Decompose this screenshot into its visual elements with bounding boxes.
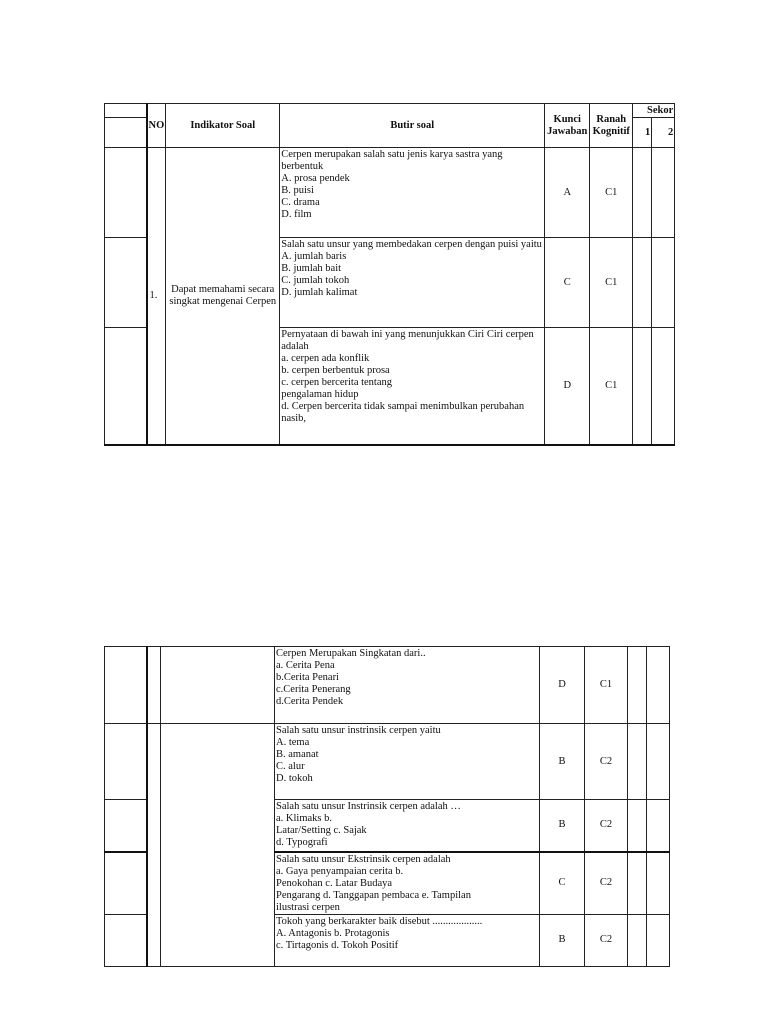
question-text: Salah satu unsur Ekstrinsik cerpen adalah a. Gaya penyampaian cerita b. Penokohan c. Latar Budaya Pengarang d. Tanggapan pembaca e. Tampilan ilustrasi cerpen xyxy=(275,852,540,915)
blank-cell xyxy=(105,148,147,238)
cognitive-level: C2 xyxy=(585,914,628,966)
score-cell-2 xyxy=(647,852,670,915)
answer-key: D xyxy=(540,647,585,724)
cognitive-level: C1 xyxy=(585,647,628,724)
score-cell-2 xyxy=(652,148,675,238)
answer-key: C xyxy=(545,238,590,328)
cognitive-level: C1 xyxy=(590,238,633,328)
table-row xyxy=(105,647,670,724)
cognitive-level: C2 xyxy=(585,800,628,852)
table-row xyxy=(105,724,670,800)
score-cell-1 xyxy=(628,914,647,966)
score-cell-1 xyxy=(628,800,647,852)
cognitive-level: C1 xyxy=(590,328,633,445)
header-blank-cell-2 xyxy=(105,118,147,148)
blank-cell xyxy=(105,647,147,724)
score-cell-2 xyxy=(647,647,670,724)
blank-cell xyxy=(105,328,147,445)
answer-key: B xyxy=(540,800,585,852)
header-ranah: Ranah Kognitif xyxy=(590,104,633,148)
indikator-cell xyxy=(161,647,275,724)
score-cell-1 xyxy=(633,148,652,238)
score-cell-1 xyxy=(628,852,647,915)
cognitive-level: C1 xyxy=(590,148,633,238)
score-cell-1 xyxy=(628,724,647,800)
score-cell-1 xyxy=(633,328,652,445)
question-number: 1. xyxy=(147,148,166,445)
question-table-2 xyxy=(104,646,670,967)
header-blank-cell xyxy=(105,104,147,118)
header-skor-1: 1 xyxy=(633,118,652,148)
score-cell-2 xyxy=(652,238,675,328)
answer-key: D xyxy=(545,328,590,445)
blank-cell xyxy=(105,800,147,852)
question-text: Salah satu unsur Instrinsik cerpen adalah … a. Klimaks b. Latar/Setting c. Sajak d. Typografi xyxy=(275,800,540,852)
blank-cell xyxy=(105,914,147,966)
cognitive-level: C2 xyxy=(585,852,628,915)
question-text: Salah satu unsur instrinsik cerpen yaitu A. tema B. amanat C. alur D. tokoh xyxy=(275,724,540,800)
blank-cell xyxy=(105,724,147,800)
score-cell-1 xyxy=(628,647,647,724)
answer-key: C xyxy=(540,852,585,915)
table-row xyxy=(105,148,675,238)
header-butir: Butir soal xyxy=(280,104,545,148)
score-cell-2 xyxy=(652,328,675,445)
header-indikator: Indikator Soal xyxy=(166,104,280,148)
indikator-cell xyxy=(161,724,275,967)
question-text: Cerpen Merupakan Singkatan dari.. a. Cerita Pena b.Cerita Penari c.Cerita Penerang d.Cerita Pendek xyxy=(275,647,540,724)
cognitive-level: C2 xyxy=(585,724,628,800)
number-cell xyxy=(147,647,161,724)
indikator-text: Dapat memahami secara singkat mengenai Cerpen xyxy=(166,148,280,445)
score-cell-2 xyxy=(647,914,670,966)
question-text: Pernyataan di bawah ini yang menunjukkan Ciri Ciri cerpen adalah a. cerpen ada konflik b. cerpen berbentuk prosa c. cerpen bercerita tentang pengalaman hidup d. Cerpen bercerita tidak sampai menimbulkan perubahan nasib, xyxy=(280,328,545,445)
header-kunci: Kunci Jawaban xyxy=(545,104,590,148)
question-text: Salah satu unsur yang membedakan cerpen dengan puisi yaitu A. jumlah baris B. jumlah bait C. jumlah tokoh D. jumlah kalimat xyxy=(280,238,545,328)
question-text: Tokoh yang berkarakter baik disebut ................... A. Antagonis b. Protagonis c. Tirtagonis d. Tokoh Positif xyxy=(275,914,540,966)
question-text: Cerpen merupakan salah satu jenis karya sastra yang berbentuk A. prosa pendek B. puisi C. drama D. film xyxy=(280,148,545,238)
number-cell xyxy=(147,724,161,967)
score-cell-2 xyxy=(647,724,670,800)
score-cell-2 xyxy=(647,800,670,852)
answer-key: B xyxy=(540,914,585,966)
header-no: NO xyxy=(147,104,166,148)
header-skor-2: 2 xyxy=(652,118,675,148)
blank-cell xyxy=(105,852,147,915)
blank-cell xyxy=(105,238,147,328)
header-skor: Sekor xyxy=(633,104,675,118)
answer-key: B xyxy=(540,724,585,800)
score-cell-1 xyxy=(633,238,652,328)
answer-key: A xyxy=(545,148,590,238)
question-table-1 xyxy=(104,103,675,446)
